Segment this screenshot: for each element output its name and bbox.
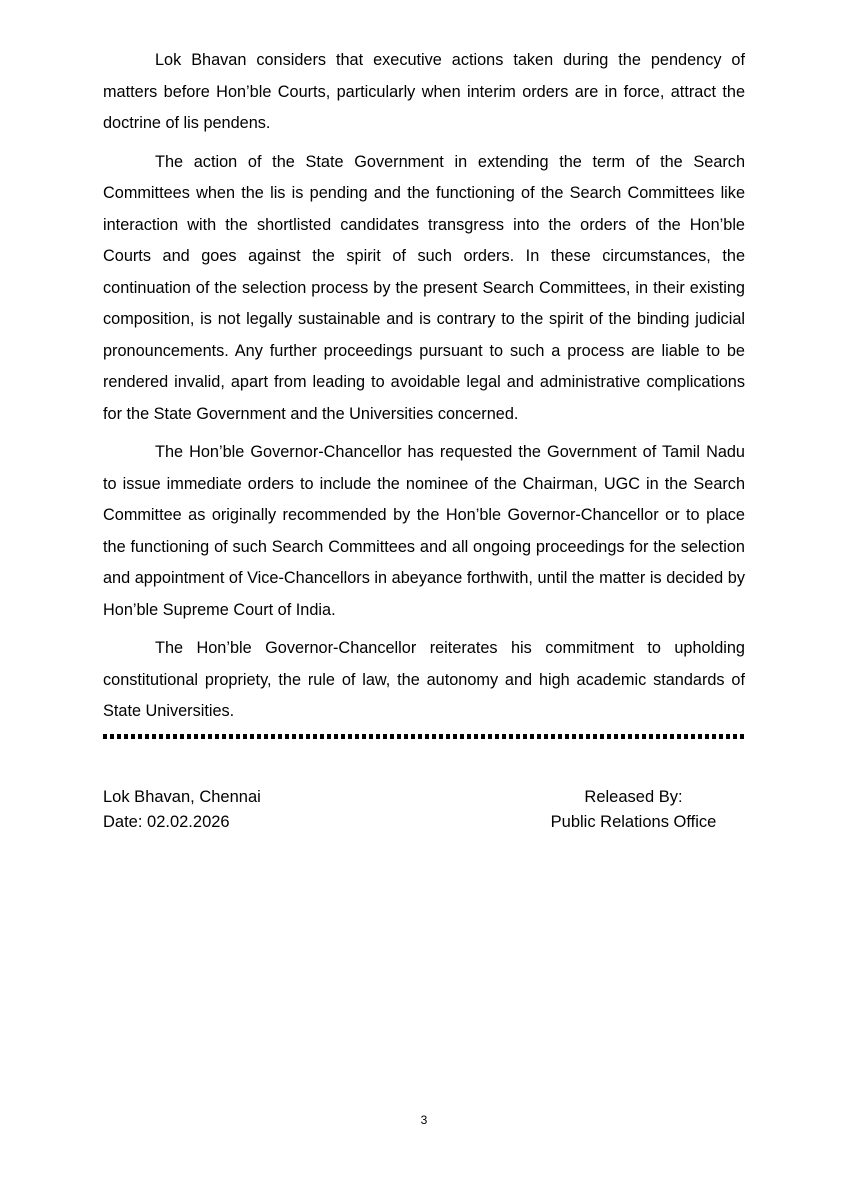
- footer-place: Lok Bhavan, Chennai: [103, 788, 261, 806]
- document-body: [103, 45, 745, 735]
- footer-office: Public Relations Office: [550, 813, 717, 831]
- paragraph: The Hon’ble Governor-Chancellor reiterates his commitment to upholding constitutional propriety, the rule of law, the autonomy and high academic standards of State Universities.: [103, 639, 745, 720]
- paragraph: The action of the State Government in extending the term of the Search Committees when the lis is pending and the functioning of the Search Committees like interaction with the shortlisted candidates transgress into the orders of the Hon’ble Courts and goes against the spirit of such orders. In these circumstances, the continuation of the selection process by the present Search Committees, in their existing composition, is not legally sustainable and is contrary to the spirit of the binding judicial pronouncements. Any further proceedings pursuant to such a process are liable to be rendered invalid, apart from leading to avoidable legal and administrative complications for the State Government and the Universities concerned.: [103, 152, 745, 423]
- paragraph: Lok Bhavan considers that executive actions taken during the pendency of matters before Hon’ble Courts, particularly when interim orders are in force, attract the doctrine of lis pendens.: [103, 51, 745, 132]
- footer-released-by: Released By:: [584, 788, 683, 806]
- footer-right: [520, 785, 747, 835]
- footer-left: [103, 785, 261, 835]
- paragraph: The Hon’ble Governor-Chancellor has requested the Government of Tamil Nadu to issue immediate orders to include the nominee of the Chairman, UGC in the Search Committee as originally recommended by the Hon’ble Governor-Chancellor or to place the functioning of such Search Committees and all ongoing proceedings for the selection and appointment of Vice-Chancellors in abeyance forthwith, until the matter is decided by Hon’ble Supreme Court of India.: [103, 443, 745, 619]
- page-number: 3: [420, 1113, 428, 1127]
- footer-date: Date: 02.02.2026: [103, 813, 230, 831]
- dotted-separator: [103, 734, 746, 739]
